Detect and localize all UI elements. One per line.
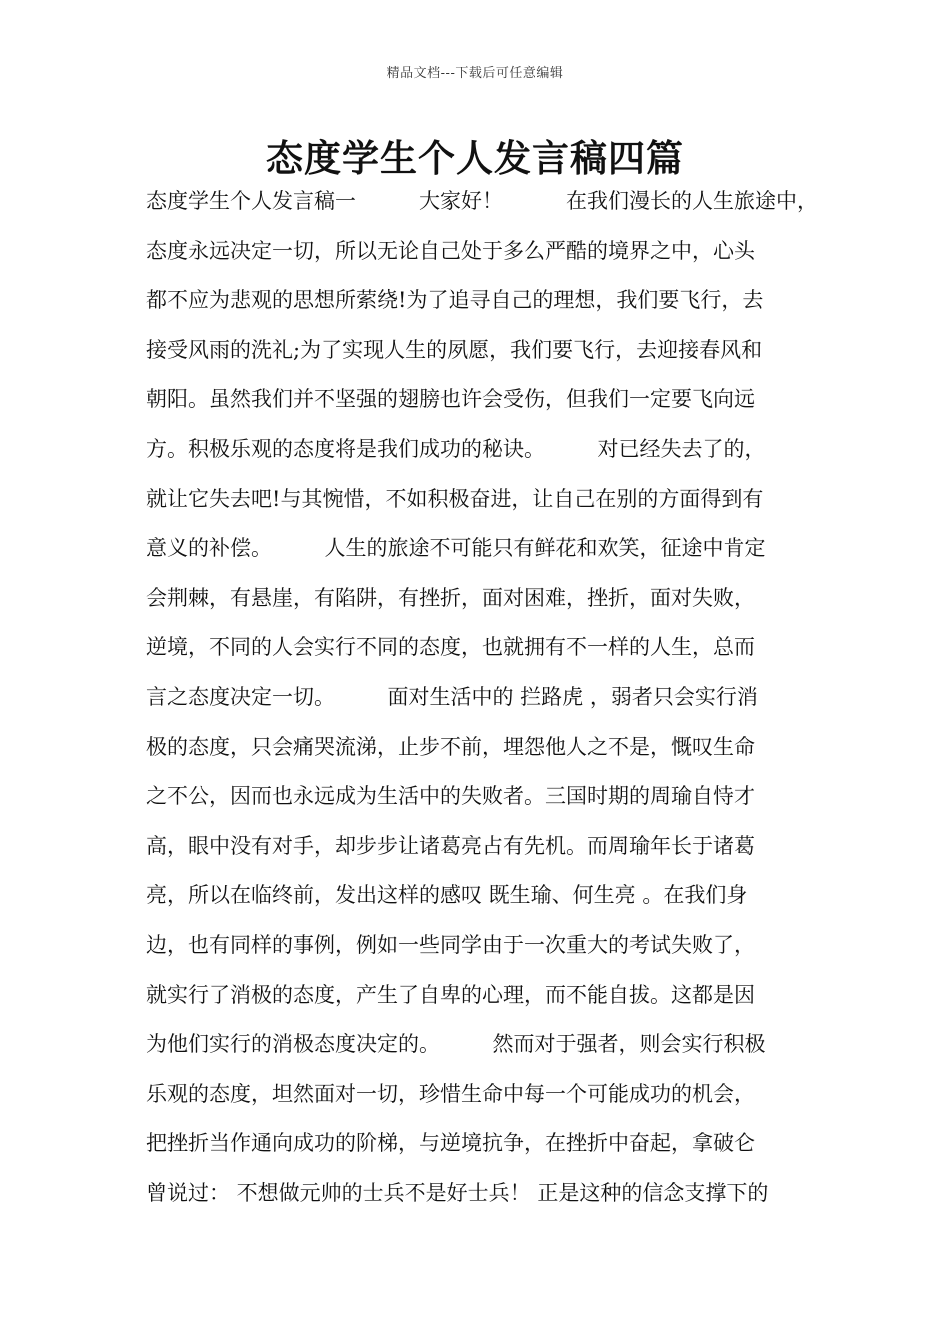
body-line: 高，眼中没有对手，却步步让诸葛亮占有先机。而周瑜年长于诸葛	[146, 833, 755, 858]
body-line: 就让它失去吧!与其惋惜，不如积极奋进，让自己在别的方面得到有	[146, 486, 764, 511]
body-line: 乐观的态度，坦然面对一切，珍惜生命中每一个可能成功的机会，	[146, 1081, 755, 1106]
document-title: 态度学生个人发言稿四篇	[266, 137, 684, 180]
document-body	[146, 181, 836, 1222]
body-line: 为他们实行的消极态度决定的。 然而对于强者，则会实行积极	[146, 1032, 766, 1057]
body-line: 边，也有同样的事例，例如一些同学由于一次重大的考试失败了，	[146, 932, 755, 957]
body-line: 把挫折当作通向成功的阶梯，与逆境抗争，在挫折中奋起，拿破仑	[146, 1131, 755, 1156]
body-line: 接受风雨的洗礼;为了实现人生的夙愿，我们要飞行，去迎接春风和	[146, 337, 763, 362]
body-line: 就实行了消极的态度，产生了自卑的心理，而不能自拔。这都是因	[146, 982, 755, 1007]
body-line: 之不公，因而也永远成为生活中的失败者。三国时期的周瑜自恃才	[146, 784, 755, 809]
body-line: 方。积极乐观的态度将是我们成功的秘诀。 对已经失去了的，	[146, 436, 766, 461]
body-line: 朝阳。虽然我们并不坚强的翅膀也许会受伤，但我们一定要飞向远	[146, 387, 755, 412]
body-line: 都不应为悲观的思想所萦绕!为了追寻自己的理想，我们要飞行，去	[146, 288, 764, 313]
body-line: 态度永远决定一切，所以无论自己处于多么严酷的境界之中，心头	[146, 238, 755, 263]
page-header: 精品文档---下载后可任意编辑	[386, 66, 564, 81]
body-line: 态度学生个人发言稿一 大家好！ 在我们漫长的人生旅途中，	[146, 189, 818, 213]
body-line: 言之态度决定一切。 面对生活中的 拦路虎 ，弱者只会实行消	[146, 684, 758, 709]
body-line: 会荆棘，有悬崖，有陷阱，有挫折，面对困难，挫折，面对失败，	[146, 585, 755, 610]
body-line: 逆境，不同的人会实行不同的态度，也就拥有不一样的人生，总而	[146, 635, 755, 660]
body-line: 意义的补偿。 人生的旅途不可能只有鲜花和欢笑，征途中肯定	[146, 536, 766, 561]
body-line: 曾说过： 不想做元帅的士兵不是好士兵！ 正是这种的信念支撑下的	[146, 1180, 769, 1205]
body-line: 亮，所以在临终前，发出这样的感叹 既生瑜、何生亮 。在我们身	[146, 883, 748, 908]
body-line: 极的态度，只会痛哭流涕，止步不前，埋怨他人之不是，慨叹生命	[146, 734, 755, 759]
